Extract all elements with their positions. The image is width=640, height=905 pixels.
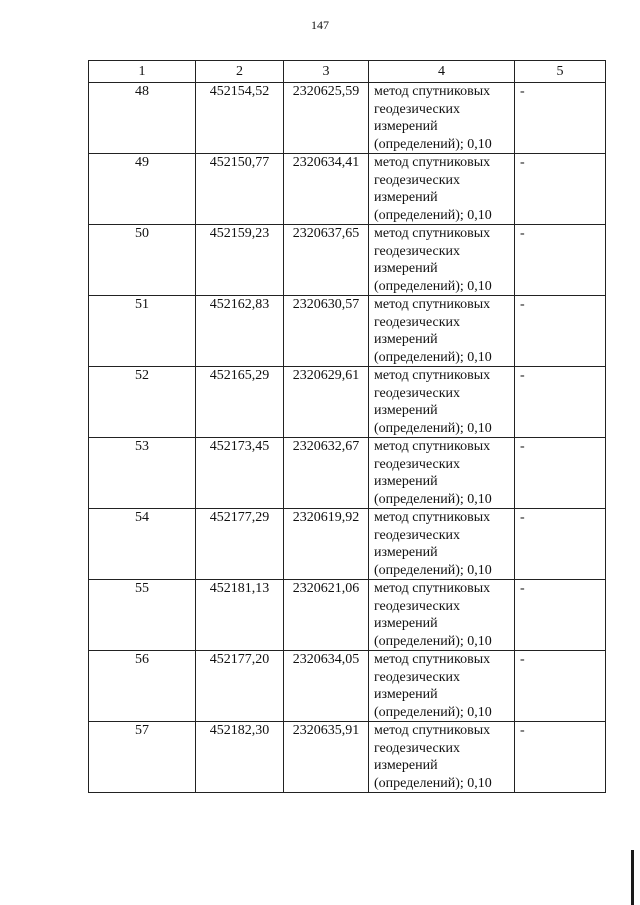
x-coordinate-cell: 452165,29 <box>196 367 284 438</box>
y-coordinate-cell: 2320625,59 <box>284 83 369 154</box>
point-number-cell: 49 <box>89 154 196 225</box>
method-cell: метод спутниковых геодезических измерений (определений); 0,10 <box>369 367 515 438</box>
page-edge-mark <box>631 850 634 905</box>
table-row <box>89 580 606 651</box>
header-col-1: 1 <box>89 61 196 83</box>
note-cell: - <box>515 722 606 793</box>
method-cell: метод спутниковых геодезических измерений (определений); 0,10 <box>369 722 515 793</box>
method-cell: метод спутниковых геодезических измерений (определений); 0,10 <box>369 154 515 225</box>
y-coordinate-cell: 2320630,57 <box>284 296 369 367</box>
table-row <box>89 722 606 793</box>
x-coordinate-cell: 452162,83 <box>196 296 284 367</box>
point-number-cell: 48 <box>89 83 196 154</box>
note-cell: - <box>515 154 606 225</box>
table-row <box>89 154 606 225</box>
method-cell: метод спутниковых геодезических измерений (определений); 0,10 <box>369 296 515 367</box>
method-cell: метод спутниковых геодезических измерений (определений); 0,10 <box>369 509 515 580</box>
x-coordinate-cell: 452150,77 <box>196 154 284 225</box>
y-coordinate-cell: 2320634,41 <box>284 154 369 225</box>
page-number: 147 <box>311 18 329 32</box>
x-coordinate-cell: 452181,13 <box>196 580 284 651</box>
note-cell: - <box>515 83 606 154</box>
note-cell: - <box>515 509 606 580</box>
y-coordinate-cell: 2320621,06 <box>284 580 369 651</box>
point-number-cell: 52 <box>89 367 196 438</box>
point-number-cell: 53 <box>89 438 196 509</box>
table-header <box>89 61 606 83</box>
table-row <box>89 225 606 296</box>
note-cell: - <box>515 580 606 651</box>
header-col-5: 5 <box>515 61 606 83</box>
x-coordinate-cell: 452159,23 <box>196 225 284 296</box>
note-cell: - <box>515 296 606 367</box>
table-row <box>89 438 606 509</box>
y-coordinate-cell: 2320635,91 <box>284 722 369 793</box>
table-row <box>89 296 606 367</box>
point-number-cell: 50 <box>89 225 196 296</box>
method-cell: метод спутниковых геодезических измерений (определений); 0,10 <box>369 651 515 722</box>
table-row <box>89 83 606 154</box>
y-coordinate-cell: 2320619,92 <box>284 509 369 580</box>
y-coordinate-cell: 2320632,67 <box>284 438 369 509</box>
y-coordinate-cell: 2320629,61 <box>284 367 369 438</box>
table-row <box>89 651 606 722</box>
note-cell: - <box>515 367 606 438</box>
note-cell: - <box>515 651 606 722</box>
table-row <box>89 509 606 580</box>
point-number-cell: 57 <box>89 722 196 793</box>
point-number-cell: 55 <box>89 580 196 651</box>
method-cell: метод спутниковых геодезических измерений (определений); 0,10 <box>369 83 515 154</box>
x-coordinate-cell: 452177,29 <box>196 509 284 580</box>
point-number-cell: 56 <box>89 651 196 722</box>
point-number-cell: 51 <box>89 296 196 367</box>
method-cell: метод спутниковых геодезических измерений (определений); 0,10 <box>369 225 515 296</box>
header-row <box>89 61 606 83</box>
y-coordinate-cell: 2320637,65 <box>284 225 369 296</box>
method-cell: метод спутниковых геодезических измерений (определений); 0,10 <box>369 438 515 509</box>
x-coordinate-cell: 452154,52 <box>196 83 284 154</box>
note-cell: - <box>515 438 606 509</box>
note-cell: - <box>515 225 606 296</box>
x-coordinate-cell: 452182,30 <box>196 722 284 793</box>
table-body <box>89 83 606 793</box>
header-col-2: 2 <box>196 61 284 83</box>
table-row <box>89 367 606 438</box>
header-col-4: 4 <box>369 61 515 83</box>
x-coordinate-cell: 452173,45 <box>196 438 284 509</box>
y-coordinate-cell: 2320634,05 <box>284 651 369 722</box>
x-coordinate-cell: 452177,20 <box>196 651 284 722</box>
header-col-3: 3 <box>284 61 369 83</box>
coordinates-table <box>88 60 606 793</box>
point-number-cell: 54 <box>89 509 196 580</box>
method-cell: метод спутниковых геодезических измерений (определений); 0,10 <box>369 580 515 651</box>
